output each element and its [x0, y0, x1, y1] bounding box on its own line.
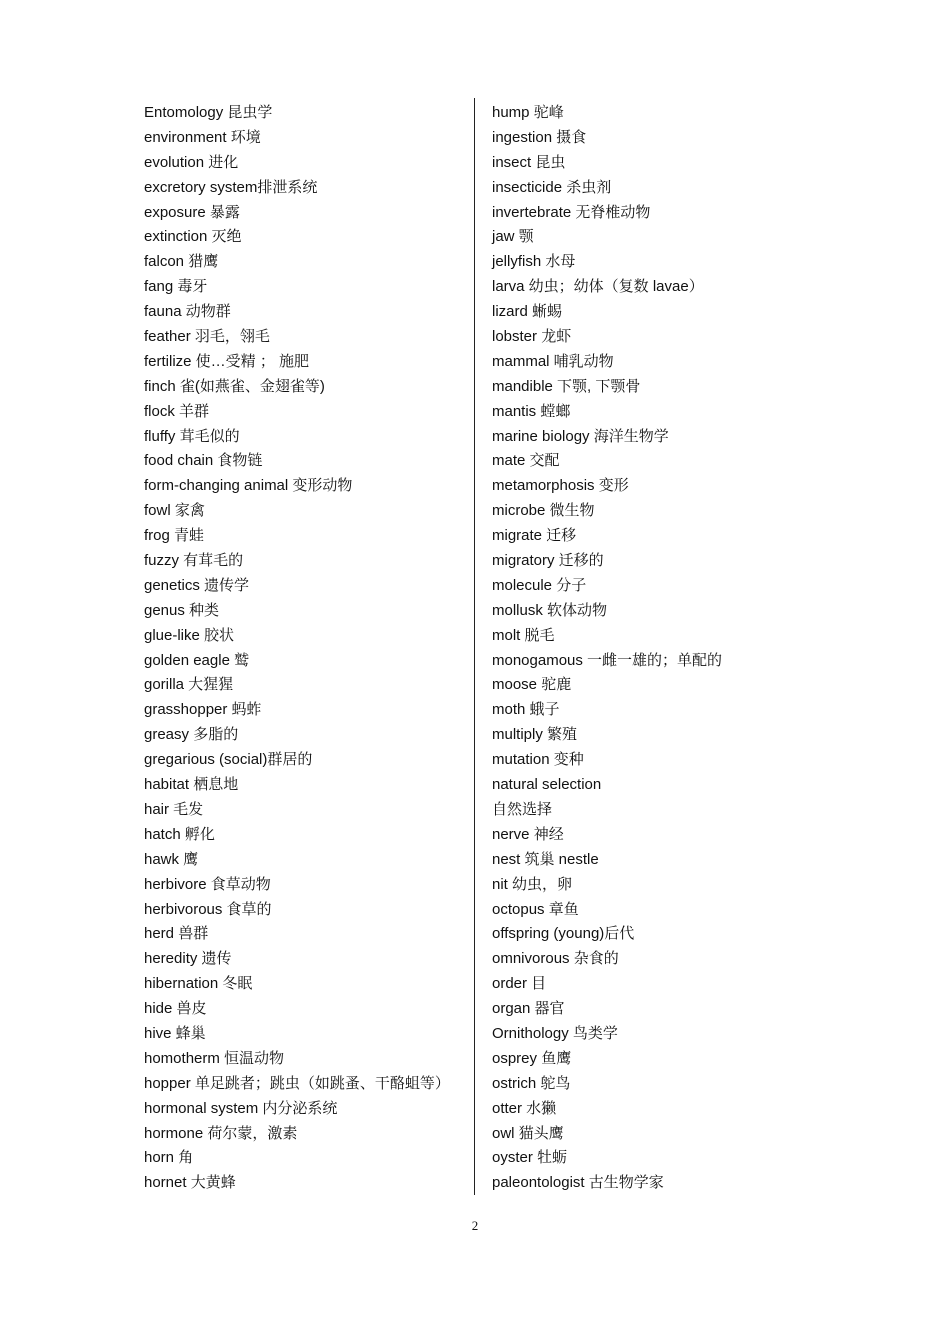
vocab-entry: fowl 家禽: [144, 502, 205, 520]
vocab-entry: hive 蜂巢: [144, 1024, 206, 1042]
vocab-entry: jaw 颚: [492, 228, 534, 246]
vocab-entry: mutation 变种: [492, 751, 584, 769]
vocab-entry: genetics 遗传学: [144, 576, 250, 594]
vocab-entry: order 目: [492, 975, 547, 993]
vocab-entry: moth 蛾子: [492, 701, 560, 719]
vocab-entry: molt 脱毛: [492, 626, 555, 644]
vocab-entry: lobster 龙虾: [492, 328, 572, 346]
vocab-entry: larva 幼虫；幼体（复数 lavae）: [492, 278, 704, 296]
vocab-entry: insecticide 杀虫剂: [492, 178, 612, 196]
vocab-entry: oyster 牡蛎: [492, 1149, 568, 1167]
vocab-entry: hibernation 冬眠: [144, 975, 253, 993]
vocab-entry: herbivore 食草动物: [144, 875, 271, 893]
vocab-entry: osprey 鱼鹰: [492, 1049, 572, 1067]
vocab-entry: finch 雀(如燕雀、金翅雀等): [144, 377, 325, 395]
vocab-entry: hump 驼峰: [492, 104, 564, 121]
vocab-entry: herd 兽群: [144, 925, 209, 943]
vocab-entry: nest 筑巢 nestle: [492, 850, 599, 868]
vocab-entry: fuzzy 有茸毛的: [144, 552, 244, 570]
vocab-entry: hide 兽皮: [144, 1000, 207, 1018]
vocab-entry: food chain 食物链: [144, 452, 263, 470]
right-column: [492, 101, 822, 1196]
vocab-entry: octopus 章鱼: [492, 900, 579, 918]
vocab-entry: omnivorous 杂食的: [492, 950, 619, 968]
vocab-entry: nerve 神经: [492, 825, 564, 843]
vocab-entry: hornet 大黄蜂: [144, 1174, 236, 1192]
vocab-entry: 自然选择: [492, 800, 553, 818]
vocab-entry: moose 驼鹿: [492, 676, 572, 694]
column-divider: [474, 98, 475, 1195]
vocab-entry: fluffy 茸毛似的: [144, 427, 240, 445]
vocab-entry: ingestion 摄食: [492, 128, 587, 146]
vocab-entry: marine biology 海洋生物学: [492, 427, 669, 445]
vocab-entry: mantis 螳螂: [492, 402, 571, 420]
vocab-entry: jellyfish 水母: [492, 253, 576, 271]
vocab-entry: mammal 哺乳动物: [492, 352, 614, 370]
vocab-entry: invertebrate 无脊椎动物: [492, 203, 651, 221]
vocab-entry: fertilize 使…受精 ； 施肥: [144, 352, 310, 370]
vocab-entry: horn 角: [144, 1149, 194, 1167]
vocab-entry: lizard 蜥蜴: [492, 303, 563, 321]
vocab-entry: migratory 迁移的: [492, 552, 604, 570]
vocab-entry: frog 青蛙: [144, 527, 205, 545]
vocab-entry: flock 羊群: [144, 402, 210, 420]
vocab-entry: microbe 微生物: [492, 502, 595, 520]
vocab-entry: nit 幼虫，卵: [492, 875, 573, 893]
vocab-entry: mandible 下颚, 下颚骨: [492, 377, 641, 395]
vocab-entry: monogamous 一雌一雄的；单配的: [492, 651, 723, 669]
vocab-entry: golden eagle 鹫: [144, 651, 250, 669]
vocab-entry: molecule 分子: [492, 576, 587, 594]
vocab-entry: fauna 动物群: [144, 303, 231, 321]
vocab-entry: evolution 进化: [144, 153, 239, 171]
vocab-entry: hopper 单足跳者；跳虫（如跳蚤、干酪蛆等）: [144, 1074, 450, 1092]
vocab-entry: Ornithology 鸟类学: [492, 1024, 618, 1042]
vocab-entry: hormonal system 内分泌系统: [144, 1099, 338, 1117]
vocab-entry: paleontologist 古生物学家: [492, 1174, 664, 1192]
vocab-entry: owl 猫头鹰: [492, 1124, 564, 1142]
page-number: 2: [471, 1218, 479, 1233]
vocab-entry: homotherm 恒温动物: [144, 1049, 285, 1067]
vocab-entry: grasshopper 蚂蚱: [144, 701, 262, 719]
vocab-entry: migrate 迁移: [492, 527, 577, 545]
vocab-entry: heredity 遗传: [144, 950, 232, 968]
vocab-entry: hair 毛发: [144, 800, 204, 818]
vocab-entry: metamorphosis 变形: [492, 477, 629, 495]
vocab-entry: exposure 暴露: [144, 203, 240, 221]
vocab-entry: excretory system排泄系统: [144, 178, 318, 196]
vocab-entry: hormone 荷尔蒙，激素: [144, 1124, 298, 1142]
vocab-entry: gorilla 大猩猩: [144, 676, 234, 694]
vocab-entry: natural selection: [492, 776, 602, 794]
vocab-entry: mate 交配: [492, 452, 560, 470]
vocab-entry: offspring (young)后代: [492, 925, 635, 943]
vocab-entry: feather 羽毛，翎毛: [144, 328, 270, 346]
vocab-entry: greasy 多脂的: [144, 726, 239, 744]
vocab-entry: multiply 繁殖: [492, 726, 578, 744]
vocab-entry: organ 器官: [492, 1000, 565, 1018]
vocab-entry: hatch 孵化: [144, 825, 215, 843]
left-column: [144, 101, 469, 1196]
vocab-entry: mollusk 软体动物: [492, 601, 608, 619]
vocab-entry: insect 昆虫: [492, 153, 566, 171]
vocab-entry: Entomology 昆虫学: [144, 104, 273, 121]
vocab-entry: extinction 灭绝: [144, 228, 242, 246]
vocab-entry: fang 毒牙: [144, 278, 208, 296]
vocab-entry: ostrich 鸵鸟: [492, 1074, 571, 1092]
vocab-entry: genus 种类: [144, 601, 220, 619]
vocab-entry: gregarious (social)群居的: [144, 751, 313, 769]
vocab-entry: form-changing animal 变形动物: [144, 477, 353, 495]
vocab-entry: habitat 栖息地: [144, 776, 239, 794]
vocab-entry: environment 环境: [144, 128, 261, 146]
vocab-entry: herbivorous 食草的: [144, 900, 272, 918]
vocab-entry: glue-like 胶状: [144, 626, 235, 644]
vocab-entry: falcon 猎鹰: [144, 253, 219, 271]
vocab-entry: otter 水獭: [492, 1099, 557, 1117]
vocab-entry: hawk 鹰: [144, 850, 199, 868]
